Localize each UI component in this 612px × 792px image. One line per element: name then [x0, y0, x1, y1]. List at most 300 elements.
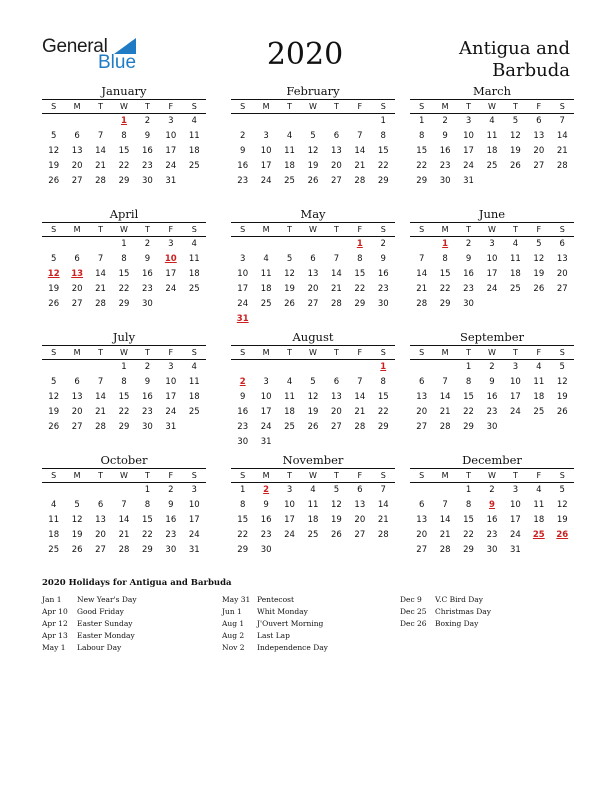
day-cell: 8 [144, 500, 151, 510]
week-row [410, 390, 574, 405]
day-cell: 20 [556, 269, 568, 279]
day-cell: 21 [377, 515, 389, 525]
day-cell: 18 [284, 407, 295, 417]
day-cell: 1 [419, 116, 425, 126]
weekday-header [42, 345, 206, 360]
day-cell: 18 [48, 530, 60, 540]
month-november [231, 453, 395, 558]
weekday-label: S [419, 348, 425, 357]
day-cell: 22 [377, 407, 389, 417]
day-cell: 22 [118, 161, 130, 171]
day-cell: 26 [71, 545, 83, 555]
day-cell: 29 [416, 176, 428, 186]
weekday-header [231, 468, 395, 483]
weekday-header [231, 99, 395, 114]
day-cell: 7 [357, 377, 363, 387]
weekday-label: T [144, 102, 150, 111]
weekday-label: F [357, 471, 363, 480]
weekday-label: F [357, 102, 363, 111]
empty-day-cell [278, 360, 301, 375]
holiday-name: Boxing Day [435, 619, 479, 628]
country-line-1: Antigua and [459, 38, 570, 59]
day-cell: 11 [486, 131, 498, 141]
day-cell: 10 [260, 392, 272, 402]
month-name: June [478, 207, 506, 221]
holiday-date: May 1 [42, 643, 66, 652]
day-cell: 21 [330, 284, 342, 294]
week-row [231, 237, 395, 252]
week-row [42, 390, 206, 405]
empty-day-cell [325, 237, 348, 252]
holiday-row [400, 618, 575, 630]
day-cell: 7 [419, 254, 425, 264]
holiday-date: Nov 2 [222, 643, 245, 652]
empty-day-cell [254, 114, 277, 129]
empty-day-cell [433, 360, 456, 375]
month-name: March [473, 84, 511, 98]
weekday-header [231, 345, 395, 360]
holiday-name: V.C Bird Day [435, 595, 484, 604]
day-cell: 5 [310, 377, 316, 387]
holiday-row [42, 630, 217, 642]
empty-day-cell [42, 237, 65, 252]
empty-day-cell [42, 360, 65, 375]
weekday-label: M [73, 471, 81, 480]
day-cell: 12 [48, 146, 60, 156]
week-row [410, 282, 574, 297]
day-cell: 26 [533, 284, 545, 294]
day-cell: 14 [416, 269, 428, 279]
weekday-label: T [466, 348, 471, 357]
week-row [42, 483, 206, 498]
holiday-column [222, 594, 397, 654]
day-cell: 9 [144, 254, 151, 264]
week-row [231, 375, 395, 390]
day-cell: 4 [51, 500, 57, 510]
week-row [42, 237, 206, 252]
day-cell: 11 [307, 500, 319, 510]
day-cell: 14 [354, 392, 366, 402]
day-cell: 9 [489, 377, 495, 387]
day-cell: 24 [284, 530, 295, 540]
weekday-label: T [466, 225, 471, 234]
day-cell: 14 [95, 392, 106, 402]
holiday-row [222, 618, 397, 630]
weekday-label: T [98, 225, 103, 234]
day-cell: 6 [97, 500, 104, 510]
holiday-name: Labour Day [77, 643, 122, 652]
holiday-list [42, 578, 582, 652]
day-cell: 15 [463, 515, 474, 525]
week-row [410, 543, 574, 558]
day-cell: 22 [354, 284, 366, 294]
day-cell: 7 [559, 116, 565, 126]
day-cell: 5 [74, 500, 80, 510]
day-cell: 15 [463, 392, 474, 402]
day-cell: 25 [307, 530, 319, 540]
day-cell: 24 [463, 161, 474, 171]
day-cell: 15 [439, 269, 451, 279]
day-cell: 14 [439, 515, 451, 525]
holiday-day-cell: 1 [121, 116, 127, 126]
week-row [410, 498, 574, 513]
holiday-day-cell: 2 [239, 377, 246, 387]
holiday-name: J'Ouvert Morning [257, 619, 324, 628]
empty-day-cell [65, 483, 88, 498]
empty-day-cell [65, 360, 88, 375]
day-cell: 27 [416, 545, 428, 555]
day-cell: 27 [533, 161, 545, 171]
weekday-label: S [240, 225, 246, 234]
day-cell: 7 [97, 377, 104, 387]
day-cell: 31 [188, 545, 200, 555]
weekday-label: T [512, 348, 518, 357]
day-cell: 19 [509, 146, 521, 156]
weekday-label: F [168, 102, 174, 111]
day-cell: 3 [465, 116, 472, 126]
empty-day-cell [112, 483, 135, 498]
day-cell: 5 [536, 239, 542, 249]
weekday-label: M [262, 102, 270, 111]
holiday-name: Easter Monday [77, 631, 135, 640]
month-name: April [109, 207, 139, 221]
week-row [410, 513, 574, 528]
day-cell: 3 [168, 239, 174, 249]
day-cell: 11 [48, 515, 60, 525]
day-cell: 24 [165, 284, 177, 294]
day-cell: 16 [486, 392, 498, 402]
day-cell: 20 [71, 284, 83, 294]
month-name: May [300, 207, 326, 221]
day-cell: 27 [71, 422, 83, 432]
day-cell: 5 [51, 131, 57, 141]
day-cell: 10 [237, 269, 249, 279]
holiday-row [222, 594, 397, 606]
week-row [231, 252, 395, 267]
day-cell: 29 [354, 299, 366, 309]
day-cell: 11 [533, 500, 545, 510]
weekday-label: S [51, 102, 57, 111]
day-cell: 1 [121, 362, 127, 372]
day-cell: 5 [559, 485, 565, 495]
day-cell: 5 [51, 377, 57, 387]
day-cell: 4 [489, 116, 495, 126]
weekday-label: W [309, 348, 317, 357]
week-row [410, 252, 574, 267]
weekday-label: M [441, 102, 449, 111]
weekday-label: M [262, 225, 270, 234]
day-cell: 18 [486, 146, 498, 156]
day-cell: 4 [512, 239, 519, 249]
day-cell: 12 [556, 377, 568, 387]
week-row [231, 267, 395, 282]
day-cell: 24 [165, 407, 177, 417]
day-cell: 22 [118, 407, 130, 417]
weekday-label: F [536, 348, 542, 357]
day-cell: 17 [165, 146, 177, 156]
day-cell: 8 [240, 500, 246, 510]
weekday-label: M [441, 471, 449, 480]
logo [42, 36, 142, 76]
weekday-label: F [168, 348, 174, 357]
day-cell: 23 [260, 530, 272, 540]
day-cell: 17 [237, 284, 249, 294]
day-cell: 26 [48, 299, 60, 309]
weekday-label: T [333, 102, 339, 111]
weekday-label: T [466, 102, 471, 111]
day-cell: 19 [48, 407, 60, 417]
day-cell: 15 [118, 392, 130, 402]
day-cell: 30 [141, 299, 153, 309]
day-cell: 26 [556, 407, 568, 417]
weekday-label: S [51, 471, 57, 480]
day-cell: 2 [465, 239, 472, 249]
week-row [231, 390, 395, 405]
weekday-label: S [380, 471, 386, 480]
weekday-label: T [333, 348, 339, 357]
holiday-date: Apr 10 [42, 607, 68, 616]
month-december [410, 453, 574, 558]
day-cell: 30 [165, 545, 177, 555]
weekday-label: M [73, 102, 81, 111]
week-row [231, 498, 395, 513]
month-name: January [101, 84, 147, 98]
weekday-label: F [536, 225, 542, 234]
holiday-row [222, 630, 397, 642]
weekday-label: S [51, 348, 57, 357]
holiday-day-cell: 12 [47, 269, 60, 279]
day-cell: 19 [556, 392, 568, 402]
day-cell: 21 [439, 530, 451, 540]
day-cell: 3 [263, 131, 269, 141]
month-name: September [459, 330, 525, 344]
day-cell: 29 [118, 176, 130, 186]
day-cell: 5 [51, 254, 57, 264]
day-cell: 6 [419, 500, 425, 510]
day-cell: 9 [442, 131, 448, 141]
weekday-label: F [168, 225, 174, 234]
empty-day-cell [231, 237, 254, 252]
day-cell: 29 [237, 545, 249, 555]
weekday-label: W [309, 225, 317, 234]
month-august [231, 330, 395, 450]
week-row [42, 513, 206, 528]
day-cell: 20 [307, 284, 319, 294]
holiday-day-cell: 13 [71, 269, 84, 279]
weekday-label: S [191, 102, 197, 111]
day-cell: 13 [307, 269, 319, 279]
day-cell: 19 [556, 515, 568, 525]
weekday-label: S [240, 102, 246, 111]
day-cell: 9 [380, 254, 386, 264]
day-cell: 1 [380, 116, 386, 126]
day-cell: 9 [144, 377, 151, 387]
holiday-name: Pentecost [257, 595, 295, 604]
day-cell: 14 [556, 131, 568, 141]
weekday-label: T [287, 225, 292, 234]
day-cell: 22 [237, 530, 249, 540]
day-cell: 10 [165, 131, 177, 141]
day-cell: 6 [333, 377, 340, 387]
day-cell: 1 [121, 239, 127, 249]
day-cell: 3 [191, 485, 197, 495]
day-cell: 8 [121, 254, 127, 264]
week-row [410, 297, 574, 312]
holiday-day-cell: 1 [442, 239, 449, 249]
day-cell: 29 [463, 422, 474, 432]
day-cell: 28 [377, 530, 389, 540]
day-cell: 12 [48, 392, 60, 402]
holiday-day-cell: 1 [356, 239, 363, 249]
day-cell: 16 [237, 407, 249, 417]
day-cell: 5 [286, 254, 293, 264]
weekday-label: S [559, 225, 565, 234]
day-cell: 23 [237, 422, 249, 432]
holiday-row [400, 594, 575, 606]
day-cell: 25 [486, 161, 498, 171]
week-row [410, 483, 574, 498]
day-cell: 30 [141, 176, 153, 186]
day-cell: 23 [377, 284, 389, 294]
day-cell: 17 [284, 515, 295, 525]
day-cell: 30 [486, 545, 498, 555]
day-cell: 7 [442, 377, 448, 387]
day-cell: 22 [439, 284, 451, 294]
weekday-label: W [120, 471, 128, 480]
weekday-label: S [240, 471, 246, 480]
empty-day-cell [89, 237, 112, 252]
holiday-column [400, 594, 575, 630]
weekday-label: F [357, 348, 363, 357]
day-cell: 21 [95, 284, 106, 294]
holiday-date: Apr 13 [42, 631, 68, 640]
day-cell: 13 [533, 131, 545, 141]
day-cell: 2 [380, 239, 386, 249]
day-cell: 29 [377, 422, 389, 432]
day-cell: 16 [141, 146, 153, 156]
weekday-label: F [536, 471, 542, 480]
empty-day-cell [65, 237, 88, 252]
day-cell: 30 [439, 176, 451, 186]
day-cell: 16 [141, 269, 153, 279]
day-cell: 15 [118, 146, 130, 156]
day-cell: 13 [416, 515, 428, 525]
day-cell: 19 [48, 284, 60, 294]
week-row [42, 174, 206, 189]
day-cell: 28 [416, 299, 428, 309]
day-cell: 31 [260, 437, 272, 447]
day-cell: 4 [191, 116, 197, 126]
empty-day-cell [348, 114, 371, 129]
weekday-label: W [488, 102, 496, 111]
day-cell: 14 [95, 269, 106, 279]
weekday-label: S [559, 471, 565, 480]
empty-day-cell [231, 114, 254, 129]
day-cell: 12 [284, 269, 295, 279]
week-row [42, 405, 206, 420]
logo-text-general: General [42, 36, 108, 57]
day-cell: 21 [439, 407, 451, 417]
week-row [410, 159, 574, 174]
day-cell: 27 [95, 545, 106, 555]
day-cell: 20 [71, 161, 83, 171]
day-cell: 9 [263, 500, 269, 510]
weekday-label: T [333, 471, 339, 480]
day-cell: 29 [118, 299, 130, 309]
weekday-header [42, 468, 206, 483]
day-cell: 16 [141, 392, 153, 402]
empty-day-cell [410, 483, 433, 498]
week-row [231, 312, 395, 327]
day-cell: 8 [357, 254, 363, 264]
day-cell: 3 [168, 362, 174, 372]
week-row [410, 420, 574, 435]
day-cell: 11 [188, 254, 200, 264]
day-cell: 25 [188, 407, 200, 417]
holiday-day-cell: 2 [263, 485, 270, 495]
month-name: February [286, 84, 340, 98]
weekday-label: T [98, 348, 103, 357]
day-cell: 8 [465, 377, 472, 387]
day-cell: 13 [71, 392, 83, 402]
day-cell: 11 [509, 254, 521, 264]
weekday-label: W [120, 348, 128, 357]
weekday-label: W [120, 102, 128, 111]
holiday-day-cell: 25 [532, 530, 545, 540]
day-cell: 30 [141, 422, 153, 432]
year-title: 2020 [266, 37, 344, 72]
day-cell: 20 [416, 530, 428, 540]
empty-day-cell [301, 114, 324, 129]
weekday-label: M [73, 348, 81, 357]
week-row [231, 297, 395, 312]
day-cell: 11 [284, 146, 295, 156]
weekday-label: T [144, 471, 150, 480]
day-cell: 13 [330, 392, 342, 402]
day-cell: 13 [330, 146, 342, 156]
day-cell: 7 [442, 500, 448, 510]
empty-day-cell [89, 483, 112, 498]
day-cell: 23 [141, 407, 153, 417]
holiday-name: Last Lap [257, 631, 290, 640]
day-cell: 28 [330, 299, 342, 309]
day-cell: 13 [71, 146, 83, 156]
day-cell: 28 [556, 161, 568, 171]
day-cell: 26 [284, 299, 295, 309]
week-row [42, 159, 206, 174]
day-cell: 27 [354, 530, 366, 540]
day-cell: 25 [533, 407, 545, 417]
day-cell: 13 [354, 500, 366, 510]
day-cell: 2 [489, 362, 495, 372]
day-cell: 25 [188, 161, 200, 171]
day-cell: 29 [118, 422, 130, 432]
empty-day-cell [278, 237, 301, 252]
day-cell: 6 [333, 131, 340, 141]
day-cell: 26 [330, 530, 342, 540]
day-cell: 31 [165, 422, 177, 432]
day-cell: 8 [442, 254, 448, 264]
day-cell: 17 [165, 392, 177, 402]
day-cell: 11 [260, 269, 272, 279]
day-cell: 27 [71, 176, 83, 186]
holiday-name: Christmas Day [435, 607, 491, 616]
day-cell: 28 [95, 422, 106, 432]
weekday-label: T [512, 102, 518, 111]
empty-day-cell [254, 360, 277, 375]
day-cell: 18 [533, 392, 545, 402]
week-row [42, 252, 206, 267]
